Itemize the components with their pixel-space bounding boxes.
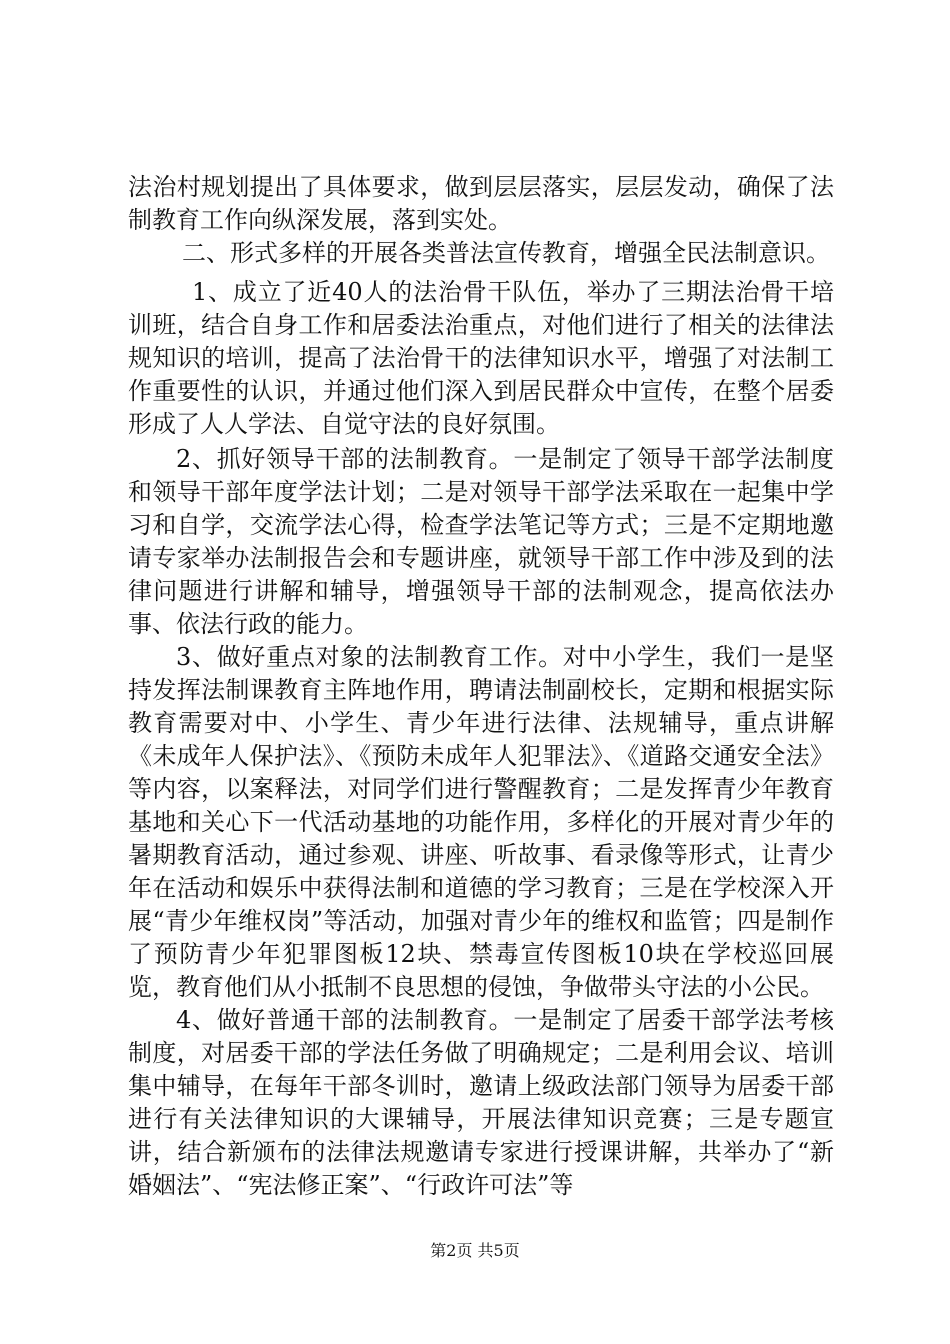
paragraph-item-4: 4、做好普通干部的法制教育。一是制定了居委干部学法考核制度，对居委干部的学法任务做了明确规定；二是利用会议、培训集中辅导，在每年干部冬训时，邀请上级政法部门领导为居委干部进行有关法律知识的大课辅导，开展法律知识竞赛；三是专题宣讲，结合新颁布的法律法规邀请专家进行授课讲解，共举办了“新婚姻法”、“宪法修正案”、“行政许可法”等 (128, 1006, 834, 1199)
paragraph-item-1: 1、成立了近40人的法治骨干队伍，举办了三期法治骨干培训班，结合自身工作和居委法治重点，对他们进行了相关的法律法规知识的培训，提高了法治骨干的法律知识水平，增强了对法制工作重要性的认识，并通过他们深入到居民群众中宣传，在整个居委形成了人人学法、自觉守法的良好氛围。 (128, 278, 834, 438)
paragraph-continuation: 法治村规划提出了具体要求，做到层层落实，层层发动，确保了法制教育工作向纵深发展，落到实处。 (128, 173, 834, 234)
page-number: 第2页 共5页 (430, 1241, 520, 1260)
document-body (128, 171, 834, 1202)
paragraph-section-heading: 二、形式多样的开展各类普法宣传教育，增强全民法制意识。 (182, 239, 830, 267)
paragraph-item-2: 2、抓好领导干部的法制教育。一是制定了领导干部学法制度和领导干部年度学法计划；二是对领导干部学法采取在一起集中学习和自学，交流学法心得，检查学法笔记等方式；三是不定期地邀请专家举办法制报告会和专题讲座，就领导干部工作中涉及到的法律问题进行讲解和辅导，增强领导干部的法制观念，提高依法办事、依法行政的能力。 (128, 445, 834, 638)
paragraph-item-3: 3、做好重点对象的法制教育工作。对中小学生，我们一是坚持发挥法制课教育主阵地作用，聘请法制副校长，定期和根据实际教育需要对中、小学生、青少年进行法律、法规辅导，重点讲解《未成年人保护法》、《预防未成年人犯罪法》、《道路交通安全法》等内容，以案释法，对同学们进行警醒教育；二是发挥青少年教育基地和关心下一代活动基地的功能作用，多样化的开展对青少年的暑期教育活动，通过参观、讲座、听故事、看录像等形式，让青少年在活动和娱乐中获得法制和道德的学习教育；三是在学校深入开展“青少年维权岗”等活动，加强对青少年的维权和监管；四是制作了预防青少年犯罪图板12块、禁毒宣传图板10块在学校巡回展览，教育他们从小抵制不良思想的侵蚀，争做带头守法的小公民。 (128, 643, 834, 1001)
page-footer (0, 1241, 950, 1261)
